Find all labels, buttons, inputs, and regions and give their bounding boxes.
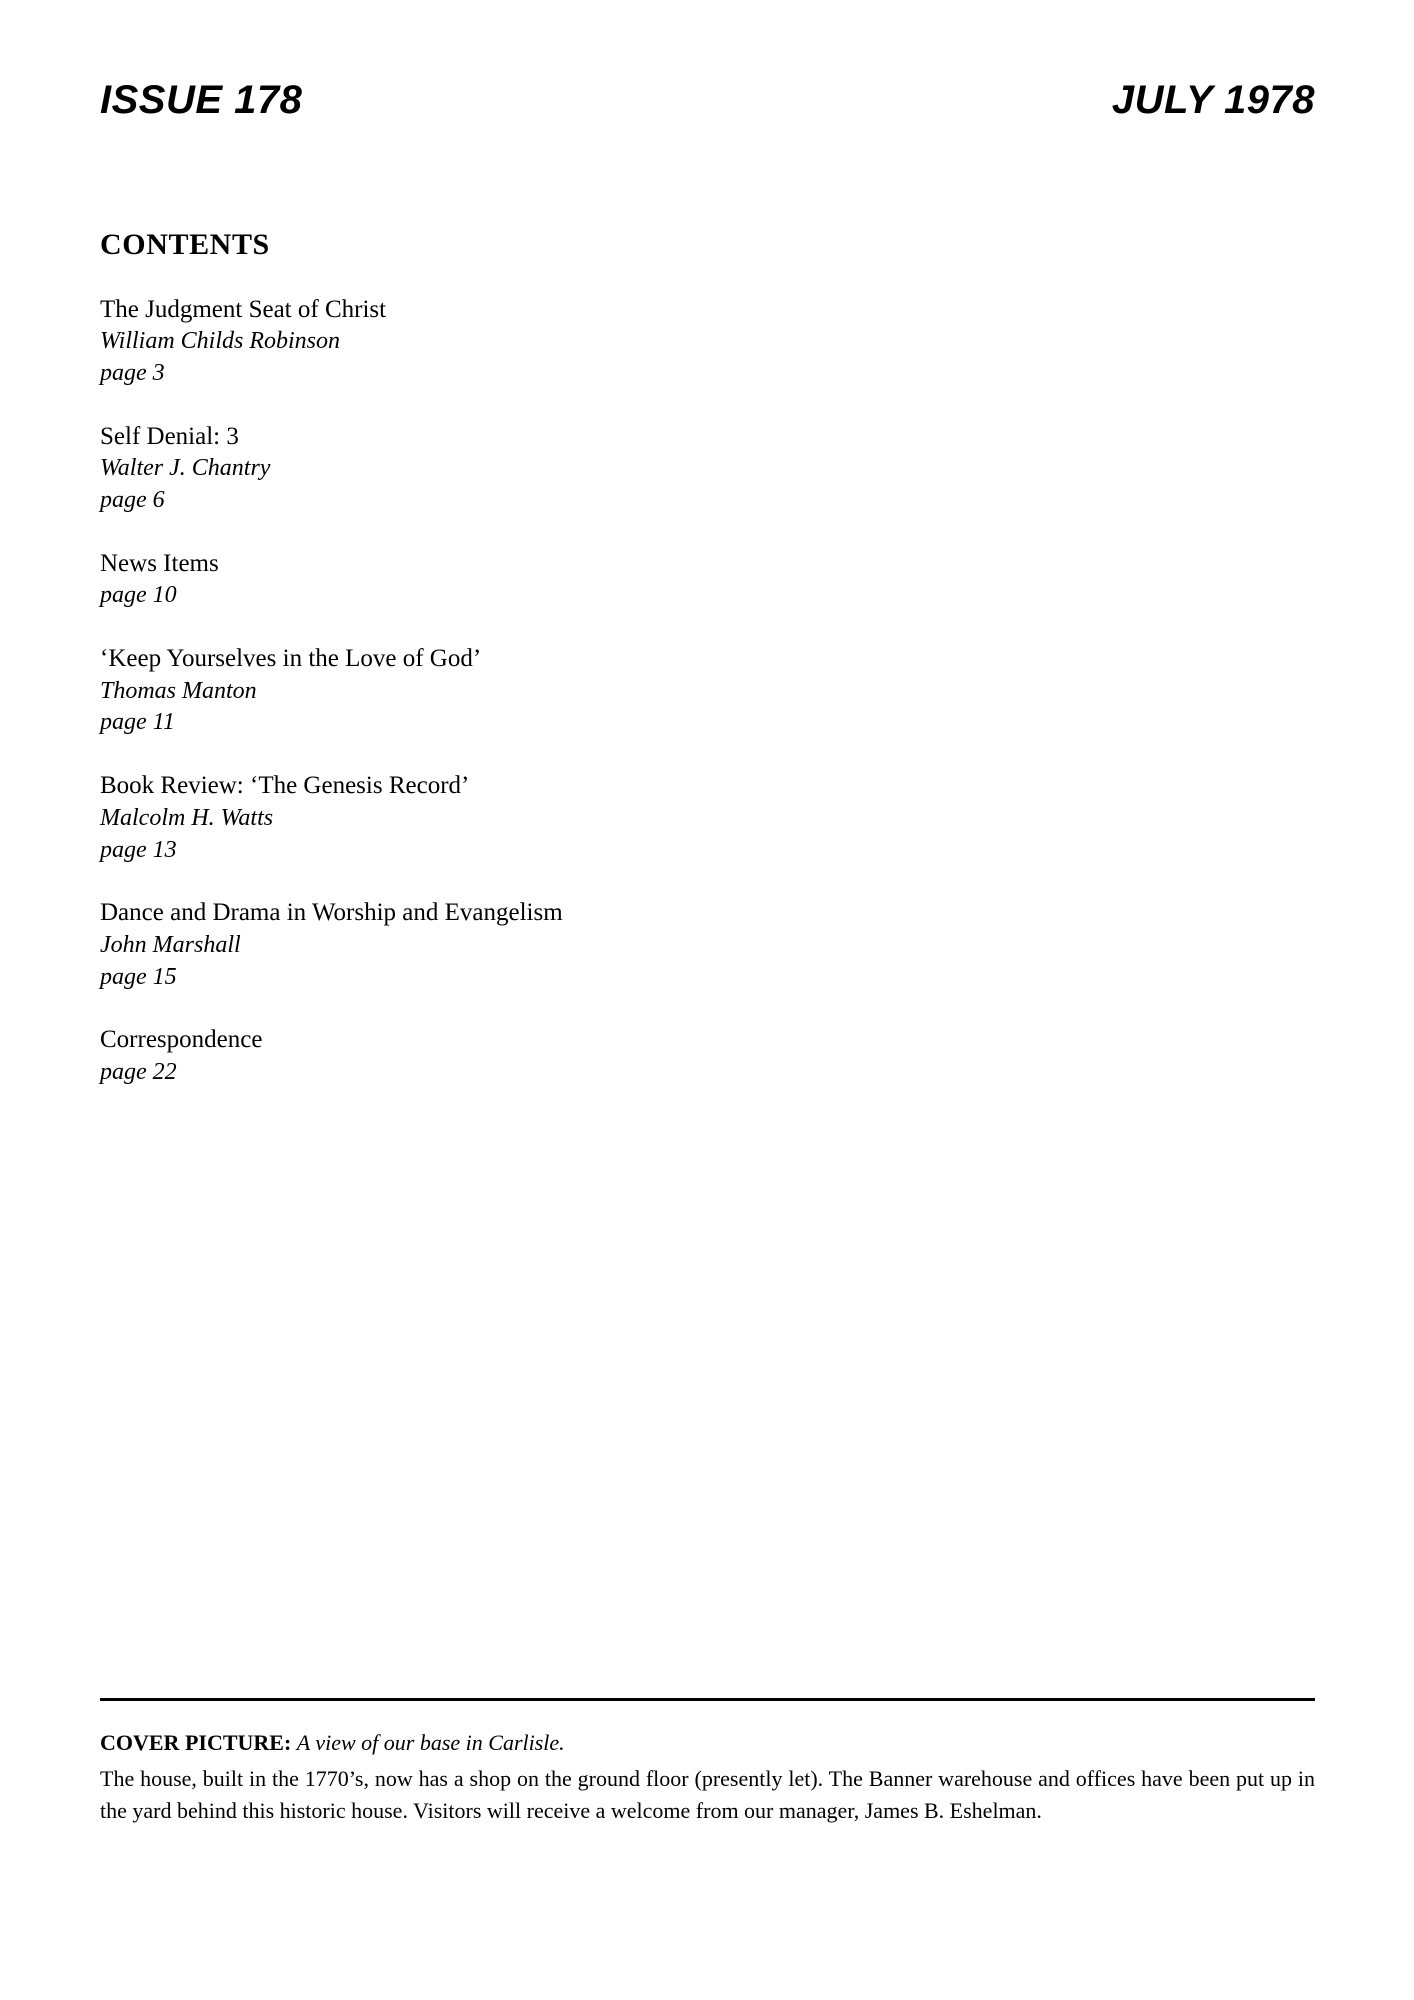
cover-picture-caption: A view of our base in Carlisle. [296, 1730, 565, 1755]
issue-date: JULY 1978 [1111, 78, 1315, 122]
toc-page: page 10 [100, 582, 177, 609]
list-item [100, 420, 1000, 517]
list-item [100, 896, 1000, 993]
toc-author: Thomas Manton [100, 677, 257, 704]
toc-page: page 15 [100, 963, 177, 990]
list-item [100, 642, 1000, 739]
cover-picture-note [100, 1727, 1315, 1827]
cover-picture-body: The house, built in the 1770’s, now has a shop on the ground floor (presently let). The Banner warehouse and offices have been put up in the yard behind this historic house. Visitors will receive a welcome from our manager, James B. Eshelman. [100, 1765, 1315, 1823]
toc-page: page 13 [100, 836, 177, 863]
masthead [100, 78, 1315, 123]
toc-page: page 6 [100, 487, 165, 514]
horizontal-divider [100, 1698, 1315, 1701]
toc-author: John Marshall [100, 931, 241, 958]
list-item [100, 769, 1000, 866]
cover-picture-label: COVER PICTURE: [100, 1730, 292, 1755]
toc-page: page 22 [100, 1058, 177, 1085]
toc-author: Walter J. Chantry [100, 455, 271, 482]
list-item [100, 293, 1000, 390]
toc-title: ‘Keep Yourselves in the Love of God’ [100, 645, 482, 673]
toc-title: The Judgment Seat of Christ [100, 296, 387, 323]
issue-number: ISSUE 178 [100, 78, 303, 122]
toc-title: Self Denial: 3 [100, 423, 239, 451]
cover-picture-line [100, 1727, 1315, 1759]
contents-heading: CONTENTS [100, 228, 270, 261]
toc-author: William Childs Robinson [100, 328, 341, 355]
toc-author: Malcolm H. Watts [100, 804, 274, 831]
list-item [100, 1023, 1000, 1088]
toc-title: Dance and Drama in Worship and Evangelism [100, 899, 563, 927]
toc-title: Book Review: ‘The Genesis Record’ [100, 772, 470, 800]
list-item [100, 547, 1000, 612]
toc-title: News Items [100, 550, 219, 578]
toc-page: page 11 [100, 709, 175, 736]
toc-page: page 3 [100, 360, 165, 387]
toc-title: Correspondence [100, 1026, 263, 1054]
contents-section [100, 228, 1000, 1089]
